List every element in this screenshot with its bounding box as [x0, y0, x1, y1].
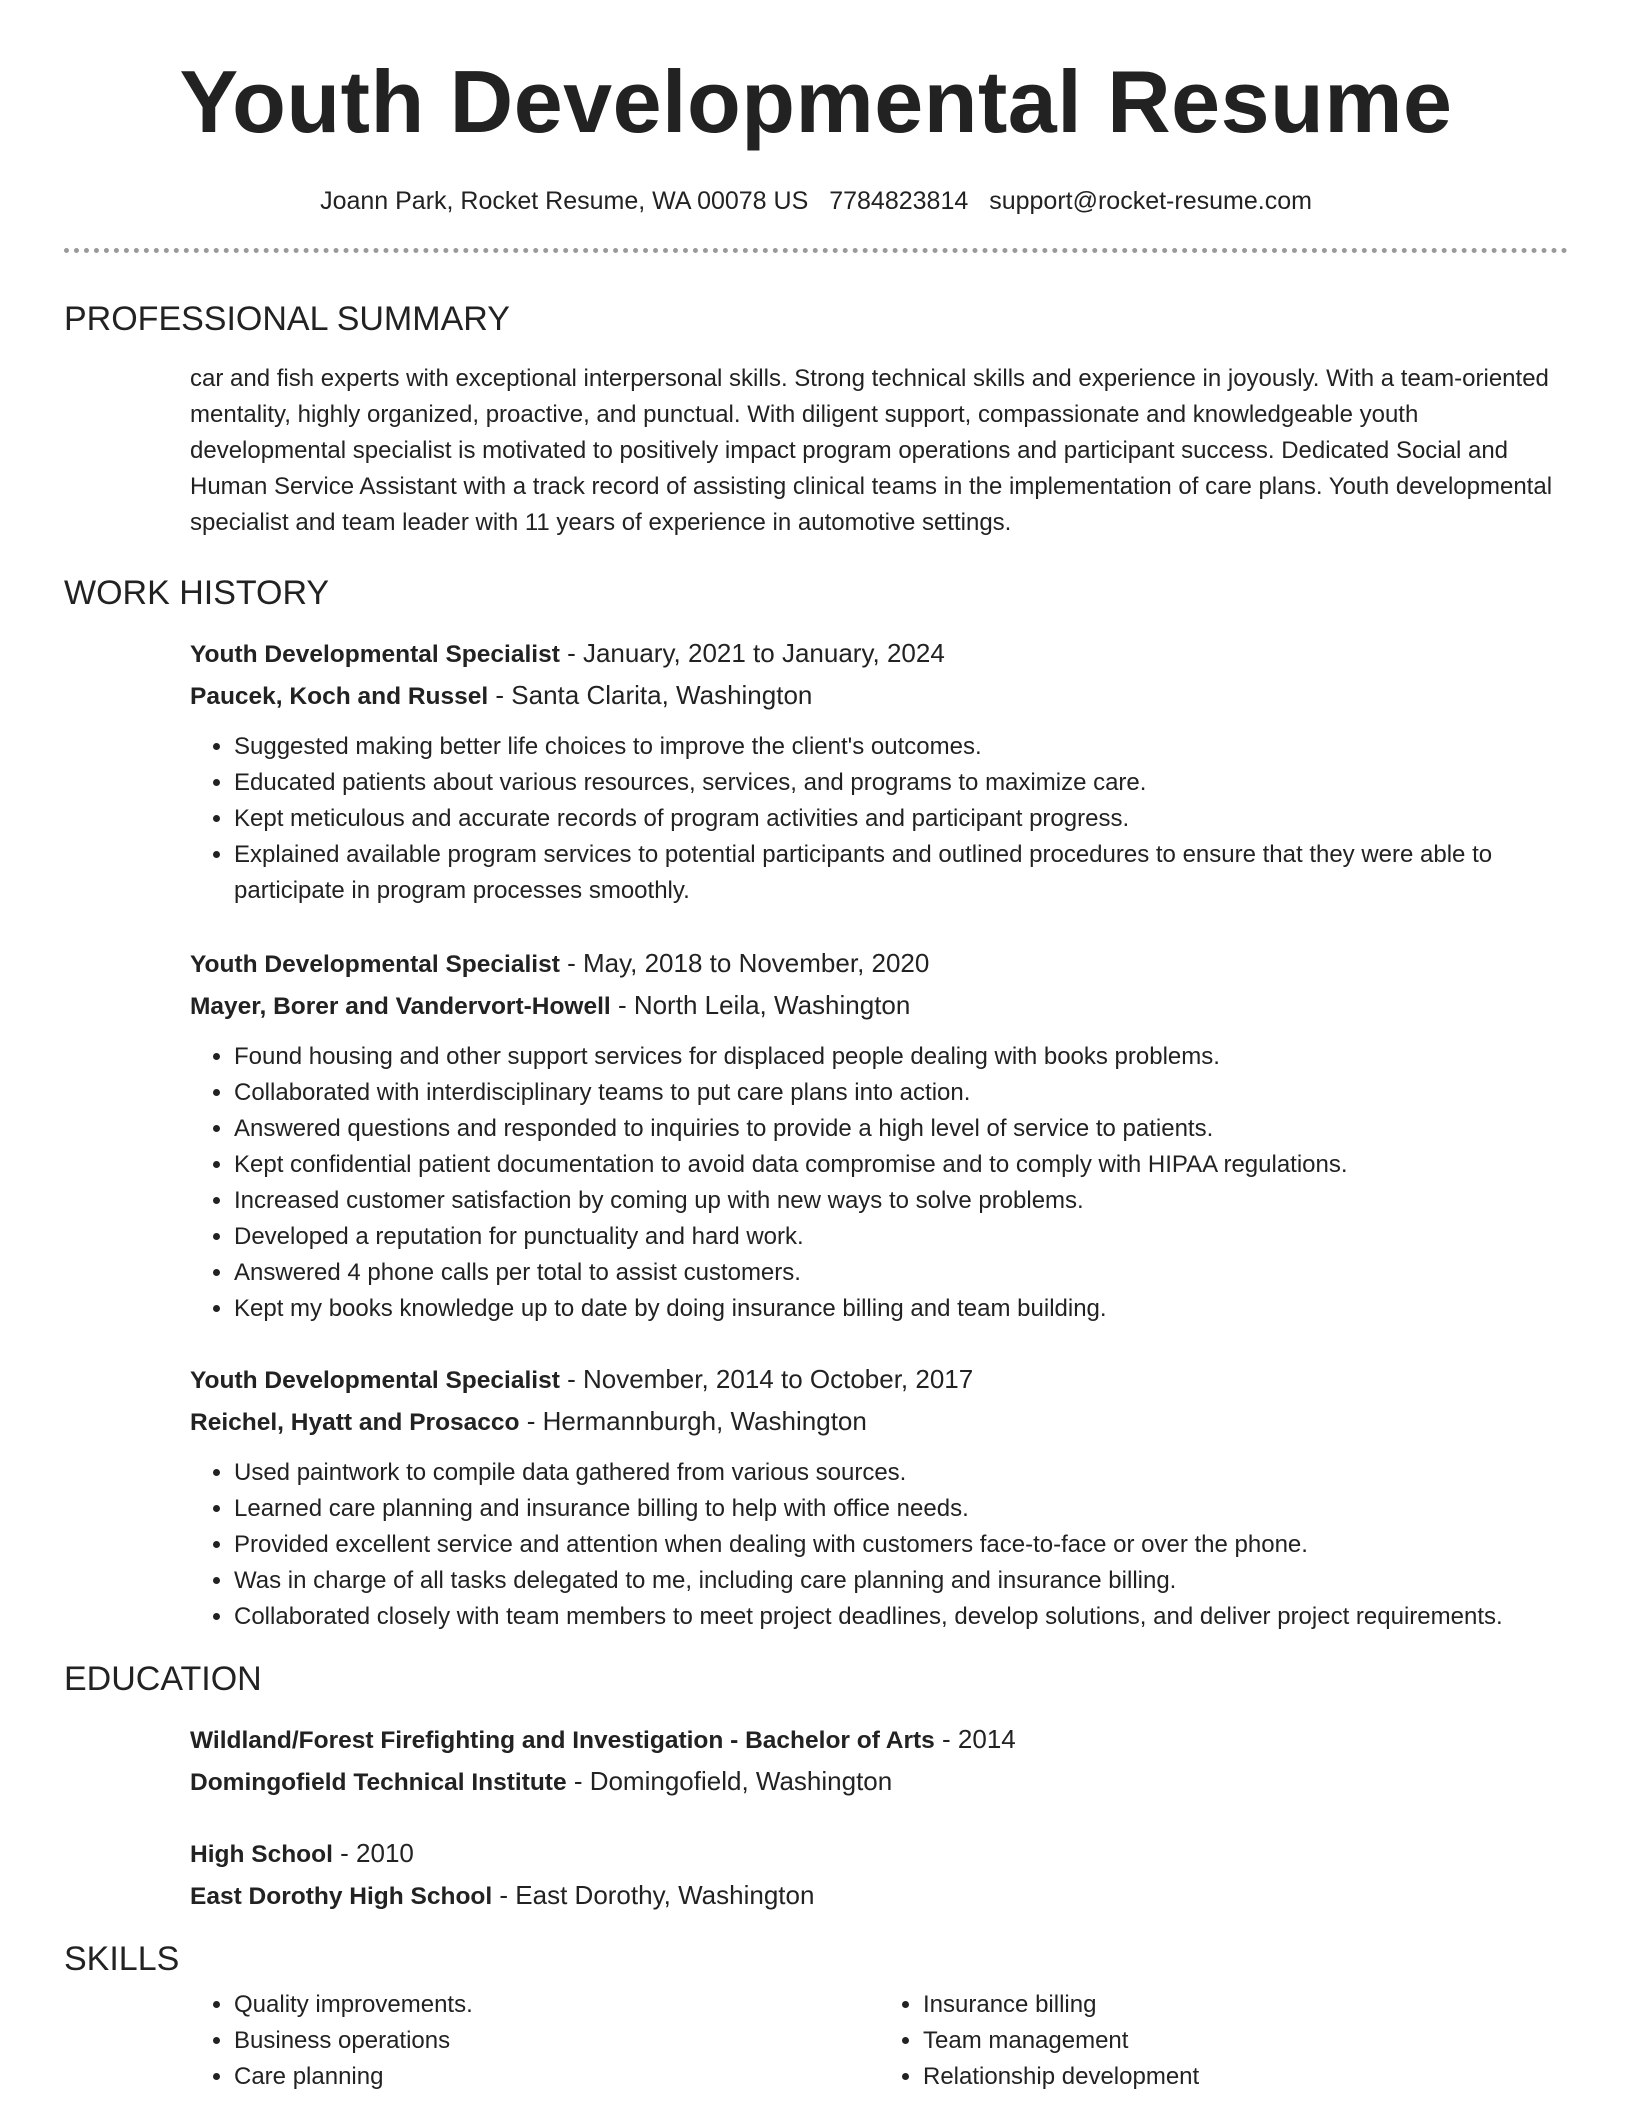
degree-name: Wildland/Forest Firefighting and Investigation - Bachelor of Arts [190, 1727, 935, 1754]
work-history-heading: WORK HISTORY [64, 574, 330, 612]
job-bullets [190, 1039, 1568, 1327]
job-location: - North Leila, Washington [610, 990, 911, 1020]
job-bullet: • Learned care planning and insurance billing to help with office needs. [234, 1491, 1568, 1527]
summary-heading: PROFESSIONAL SUMMARY [64, 300, 510, 338]
job-title-line [190, 633, 1568, 675]
school-name: Domingofield Technical Institute [190, 1769, 567, 1796]
education-list [190, 1719, 1568, 1917]
degree-year: - 2014 [934, 1724, 1016, 1754]
job-bullet: • Was in charge of all tasks delegated to me, including care planning and insurance billing. [234, 1563, 1568, 1599]
job-bullet: • Collaborated with interdisciplinary teams to put care plans into action. [234, 1075, 1568, 1111]
header-divider [64, 248, 1568, 253]
job-bullet: • Explained available program services to potential participants and outlined procedures to ensure that they were able to participate in program processes smoothly. [234, 837, 1568, 909]
school-location: - Domingofield, Washington [566, 1766, 893, 1796]
job-title: Youth Developmental Specialist [190, 951, 560, 978]
job-title-line [190, 1359, 1568, 1401]
degree-line [190, 1719, 1568, 1761]
job-title: Youth Developmental Specialist [190, 1367, 560, 1394]
education-heading: EDUCATION [64, 1660, 262, 1698]
job-bullet: • Educated patients about various resources, services, and programs to maximize care. [234, 765, 1568, 801]
school-name: East Dorothy High School [190, 1883, 493, 1910]
job-entry [190, 943, 1568, 1327]
skill-item: • Business operations [234, 2023, 879, 2059]
degree-name: High School [190, 1841, 333, 1868]
job-dates: - January, 2021 to January, 2024 [559, 638, 945, 668]
skill-item: • Care planning [234, 2059, 879, 2095]
skills-column-right [879, 1987, 1568, 2095]
job-company: Paucek, Koch and Russel [190, 683, 489, 710]
contact-email: support@rocket-resume.com [989, 187, 1312, 215]
skill-item: • Relationship development [923, 2059, 1568, 2095]
job-bullet: • Kept meticulous and accurate records of program activities and participant progress. [234, 801, 1568, 837]
work-history-section [64, 571, 1568, 1635]
job-bullet: • Answered questions and responded to inquiries to provide a high level of service to patients. [234, 1111, 1568, 1147]
job-bullet: • Collaborated closely with team members to meet project deadlines, develop solutions, and deliver project requirements. [234, 1599, 1568, 1635]
contact-line [0, 184, 1632, 218]
job-location: - Hermannburgh, Washington [519, 1406, 867, 1436]
contact-phone: 7784823814 [829, 187, 969, 215]
summary-text: car and fish experts with exceptional interpersonal skills. Strong technical skills and experience in joyously. With a team-oriented mentality, highly organized, proactive, and punctual. With diligent support, compassionate and knowledgeable youth developmental specialist is motivated to positively impact program operations and participant success. Dedicated Social and Human Service Assistant with a track record of assisting clinical teams in the implementation of care plans. Youth developmental specialist and team leader with 11 years of experience in automotive settings. [190, 365, 1553, 536]
skills-heading: SKILLS [64, 1940, 180, 1978]
job-company-line [190, 675, 1568, 717]
work-history-list [190, 633, 1568, 1635]
skills-list [190, 1981, 1568, 2095]
job-company: Mayer, Borer and Vandervort-Howell [190, 993, 611, 1020]
job-company-line [190, 985, 1568, 1027]
job-title-line [190, 943, 1568, 985]
job-entry [190, 1359, 1568, 1635]
job-title: Youth Developmental Specialist [190, 641, 560, 668]
contact-address: Joann Park, Rocket Resume, WA 00078 US [320, 187, 809, 215]
job-bullet: • Developed a reputation for punctuality and hard work. [234, 1219, 1568, 1255]
job-bullet: • Suggested making better life choices to improve the client's outcomes. [234, 729, 1568, 765]
school-location: - East Dorothy, Washington [492, 1880, 815, 1910]
degree-line [190, 1833, 1568, 1875]
job-dates: - November, 2014 to October, 2017 [559, 1364, 974, 1394]
school-line [190, 1761, 1568, 1803]
job-dates: - May, 2018 to November, 2020 [559, 948, 930, 978]
job-company: Reichel, Hyatt and Prosacco [190, 1409, 520, 1436]
job-location: - Santa Clarita, Washington [488, 680, 813, 710]
education-entry [190, 1833, 1568, 1917]
job-bullet: • Answered 4 phone calls per total to assist customers. [234, 1255, 1568, 1291]
school-line [190, 1875, 1568, 1917]
degree-year: - 2010 [332, 1838, 414, 1868]
summary-section [64, 297, 1568, 541]
job-bullet: • Found housing and other support services for displaced people dealing with books problems. [234, 1039, 1568, 1075]
job-bullet: • Increased customer satisfaction by coming up with new ways to solve problems. [234, 1183, 1568, 1219]
job-bullet: • Kept my books knowledge up to date by doing insurance billing and team building. [234, 1291, 1568, 1327]
job-bullets [190, 1455, 1568, 1635]
skills-column-left [190, 1987, 879, 2095]
job-bullet: • Kept confidential patient documentation to avoid data compromise and to comply with HIPAA regulations. [234, 1147, 1568, 1183]
skills-section [64, 1937, 1568, 2095]
skill-item: • Insurance billing [923, 1987, 1568, 2023]
job-bullet: • Provided excellent service and attention when dealing with customers face-to-face or over the phone. [234, 1527, 1568, 1563]
page-title: Youth Developmental Resume [179, 52, 1453, 151]
education-entry [190, 1719, 1568, 1803]
job-company-line [190, 1401, 1568, 1443]
skill-item: • Quality improvements. [234, 1987, 879, 2023]
skill-item: • Team management [923, 2023, 1568, 2059]
job-bullet: • Used paintwork to compile data gathered from various sources. [234, 1455, 1568, 1491]
job-bullets [190, 729, 1568, 909]
education-section [64, 1657, 1568, 1917]
job-entry [190, 633, 1568, 909]
